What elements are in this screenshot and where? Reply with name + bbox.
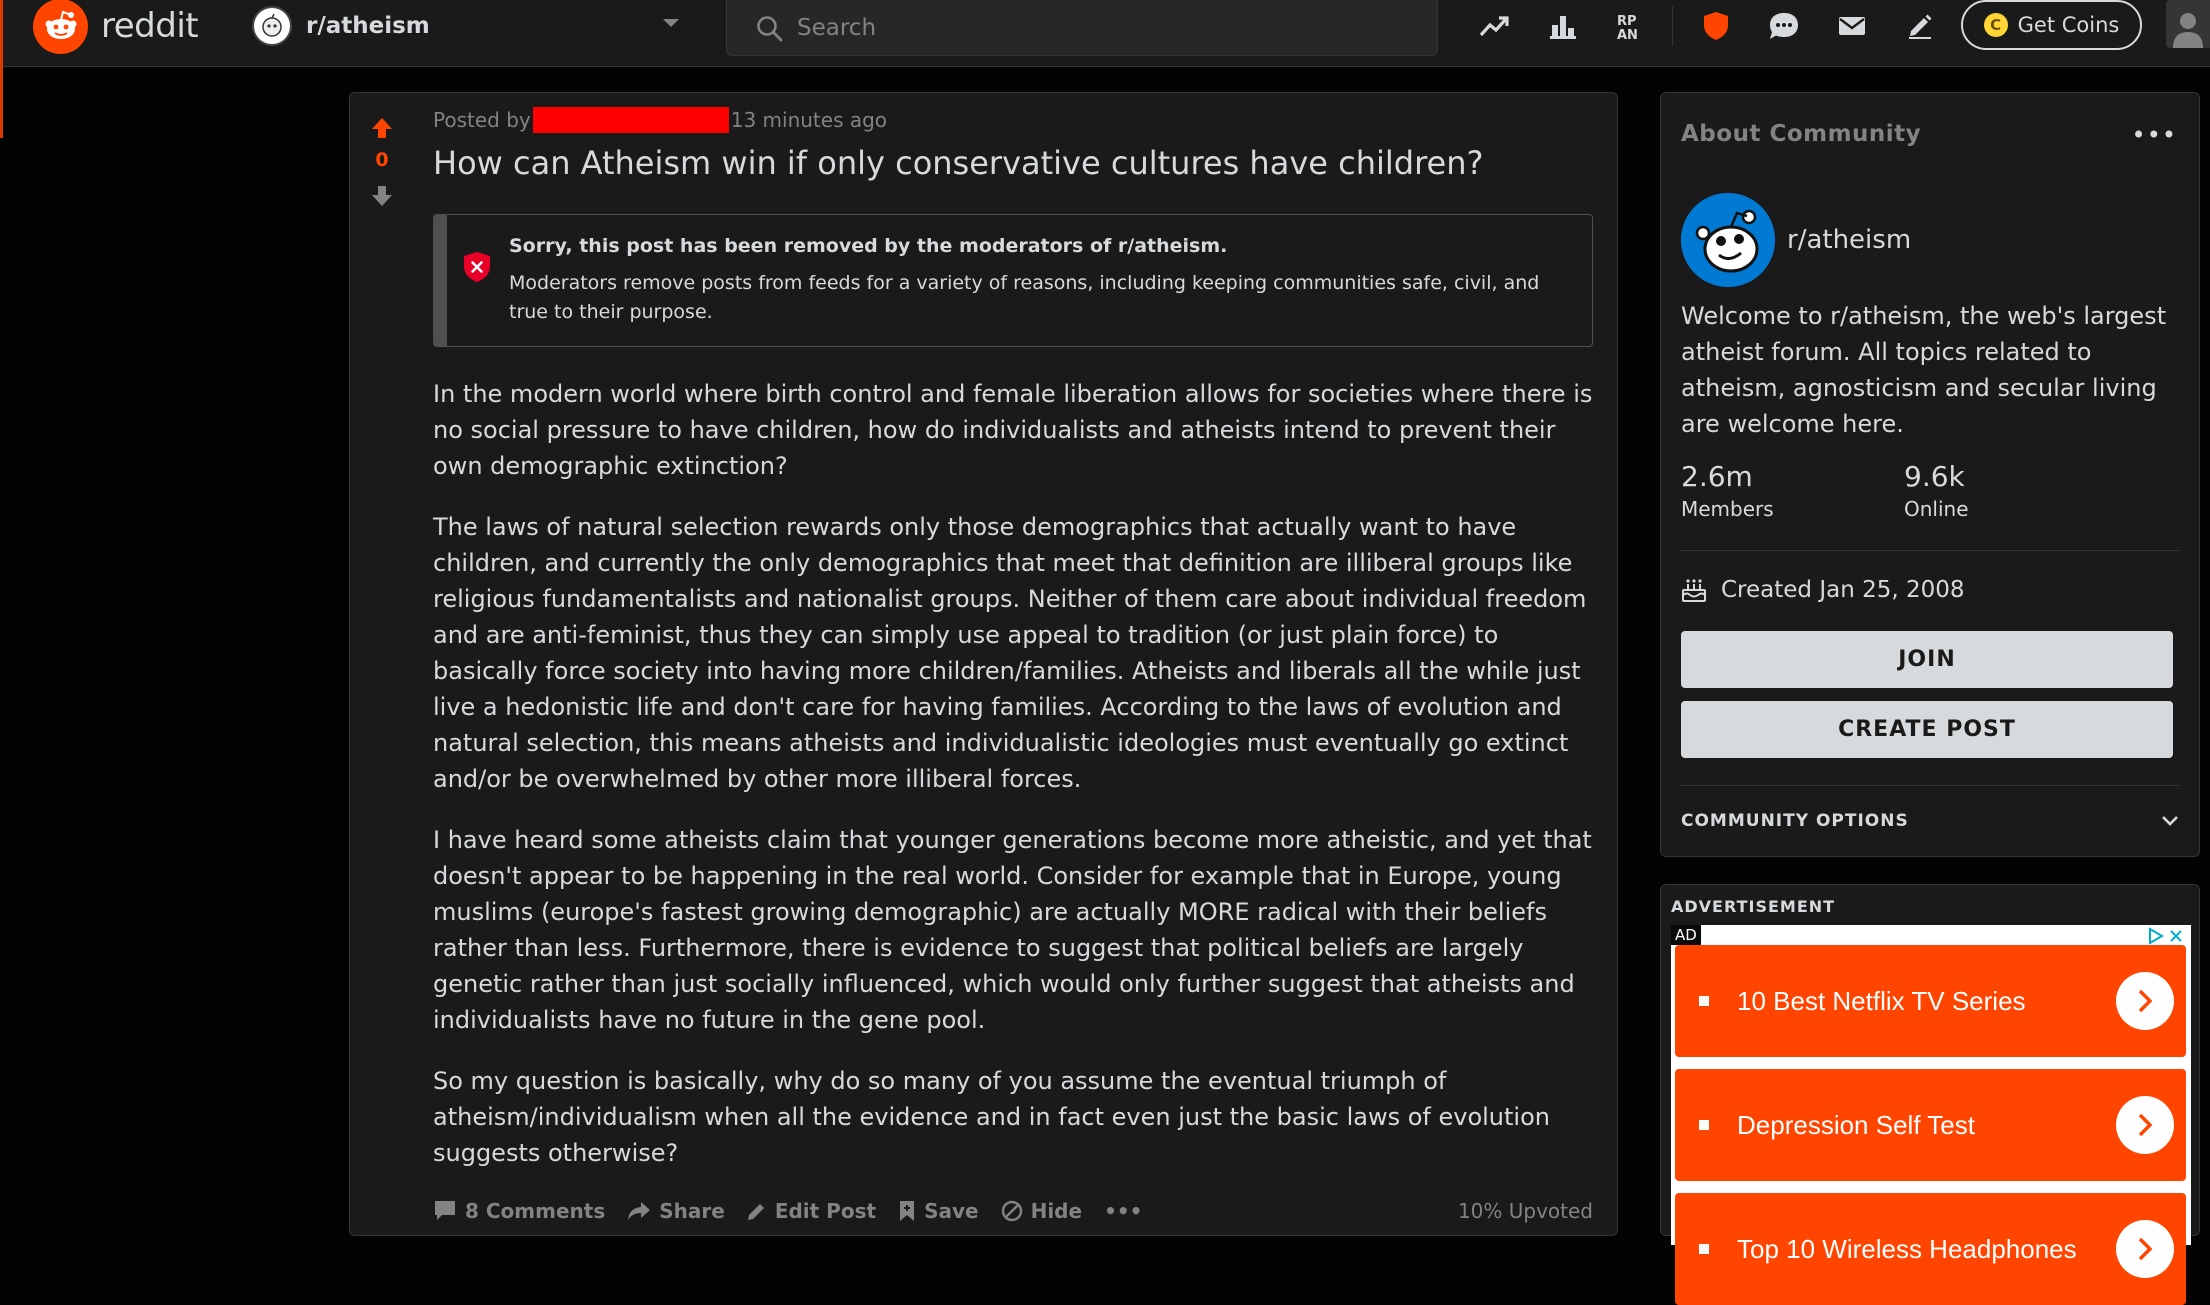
members-label: Members <box>1681 497 1774 521</box>
post-paragraph: In the modern world where birth control and female liberation allows for societies where there is no social pressure to have children, how do individualists and atheists intend to prevent their own demographic extinction? <box>433 380 1593 480</box>
svg-text:RP: RP <box>1617 14 1637 29</box>
get-coins-button[interactable] <box>1961 0 2142 50</box>
ad-item-text: Depression Self Test <box>1737 1109 1975 1140</box>
post-meta <box>433 107 887 133</box>
edit-post-label: Edit Post <box>774 1199 877 1223</box>
mail-icon[interactable] <box>1832 8 1872 44</box>
user-icon <box>2171 8 2205 48</box>
search-icon <box>755 14 783 42</box>
coin-icon: C <box>1984 13 2008 37</box>
community-name[interactable]: r/atheism <box>1787 225 1912 255</box>
more-options-button[interactable] <box>1104 1199 1142 1223</box>
removed-notice-title: Sorry, this post has been removed by the moderators of r/atheism. <box>509 235 1228 257</box>
advertisement-card <box>1660 884 2200 1264</box>
online-label: Online <box>1904 497 1969 521</box>
post-actions <box>433 1193 1593 1229</box>
edit-post-button[interactable] <box>747 1199 876 1223</box>
pencil-icon <box>747 1201 767 1221</box>
more-options-icon: ••• <box>1104 1199 1143 1223</box>
bookmark-icon <box>898 1200 916 1222</box>
share-label: Share <box>659 1199 725 1223</box>
vote-score: 0 <box>375 149 389 171</box>
chevron-right-icon <box>2116 972 2174 1030</box>
snoo-icon <box>33 0 88 54</box>
community-options-toggle[interactable] <box>1681 811 2179 831</box>
posted-by-label: Posted by <box>433 108 531 132</box>
created-date-text: Created Jan 25, 2008 <box>1721 577 1965 603</box>
post-body <box>433 376 1593 1196</box>
ad-item[interactable] <box>1675 945 2186 1057</box>
top-navbar <box>0 0 2210 67</box>
post-paragraph: The laws of natural selection rewards only those demographics that actually want to have children, and currently the only demographics that meet that definition are illiberal groups like religious fundamentalists and nationalist groups. Neither of them care about individual freedom and are anti-feminist, thus they can simply use appeal to tradition (or just plain force) to basically force society into having more children/families. Atheists and liberals all the while just live a hedonistic life and don't care for having families. According to the laws of evolution and natural selection, this means atheists and individualistic ideologies must eventually go extinct and/or be overwhelmed by other more illiberal forces. <box>433 513 1587 793</box>
removed-notice-body: Moderators remove posts from feeds for a variety of reasons, including keeping communities safe, civil, and true to their purpose. <box>509 272 1540 323</box>
ad-bullet <box>1699 996 1709 1006</box>
popular-icon[interactable] <box>1474 8 1514 44</box>
ad-frame <box>1671 925 2191 1264</box>
ad-item-text: Top 10 Wireless Headphones <box>1737 1233 2077 1264</box>
members-stat <box>1681 460 1774 521</box>
community-description: Welcome to r/atheism, the web's largest atheist forum. All topics related to atheism, agnosticism and secular living are welcome here. <box>1681 302 2167 438</box>
all-stats-icon[interactable] <box>1543 8 1583 44</box>
redacted-username <box>533 107 729 133</box>
downvote-arrow-icon <box>370 184 394 208</box>
adchoices-icon[interactable] <box>2147 927 2187 945</box>
ad-item-text: 10 Best Netflix TV Series <box>1737 985 2026 1016</box>
options-divider <box>1681 785 2179 786</box>
created-date <box>1681 577 1965 603</box>
share-icon <box>627 1201 651 1221</box>
atheism-snoo-icon <box>1681 193 1775 287</box>
create-post-pencil-icon[interactable] <box>1900 8 1940 44</box>
current-subreddit: r/atheism <box>306 13 430 39</box>
online-stat <box>1904 460 1969 521</box>
subreddit-dropdown[interactable] <box>252 4 680 48</box>
chevron-right-icon <box>2116 1220 2174 1278</box>
chevron-down-icon <box>662 17 680 29</box>
post-paragraph: I have heard some atheists claim that younger generations become more atheistic, and yet that doesn't appear to be happening in the real world. Consider for example that in Europe, young muslims (europe's fastest growing demographic) are actually MORE radical with their beliefs rather than less. Furthermore, there is evidence to suggest that political beliefs are largely genetic rather than just socially influenced, which would only further suggest that atheists and individualists have no future in the gene pool. <box>433 826 1592 1034</box>
comments-label: 8 Comments <box>465 1199 606 1223</box>
search-input[interactable] <box>797 15 1397 41</box>
comment-icon <box>433 1200 457 1222</box>
reddit-wordmark: reddit <box>101 6 199 46</box>
removed-shield-icon <box>463 251 491 283</box>
ad-bullet <box>1699 1244 1709 1254</box>
community-avatar <box>1681 193 1775 287</box>
ad-item[interactable] <box>1675 1069 2186 1181</box>
post-timestamp[interactable]: 13 minutes ago <box>730 108 888 132</box>
get-coins-label: Get Coins <box>2017 13 2120 37</box>
community-options-label: COMMUNITY OPTIONS <box>1681 811 1909 831</box>
hide-icon <box>1001 1200 1023 1222</box>
upvote-arrow-icon <box>370 116 394 140</box>
ad-item[interactable] <box>1675 1193 2186 1305</box>
chevron-down-icon <box>2161 815 2179 827</box>
hide-button[interactable] <box>1001 1199 1082 1223</box>
svg-text:AN: AN <box>1617 28 1638 43</box>
chevron-right-icon <box>2116 1096 2174 1154</box>
comments-button[interactable] <box>433 1199 605 1223</box>
join-button[interactable]: JOIN <box>1681 631 2173 688</box>
hide-label: Hide <box>1030 1199 1083 1223</box>
upvote-ratio: 10% Upvoted <box>1457 1199 1593 1223</box>
user-avatar[interactable] <box>2166 0 2210 48</box>
save-button[interactable] <box>898 1199 979 1223</box>
upvote-button[interactable] <box>369 115 395 141</box>
post-title: How can Atheism win if only conservative cultures have children? <box>433 144 1484 182</box>
left-edge-accent <box>0 0 3 138</box>
members-count: 2.6m <box>1681 460 1753 493</box>
about-community-card <box>1660 92 2200 857</box>
moderation-shield-icon[interactable] <box>1696 8 1736 44</box>
chat-icon[interactable] <box>1764 8 1804 44</box>
post-card <box>349 92 1618 1236</box>
removed-notice <box>433 214 1593 347</box>
rpan-icon[interactable] <box>1612 8 1652 44</box>
downvote-button[interactable] <box>369 183 395 209</box>
reddit-logo[interactable] <box>33 0 198 52</box>
ad-tag: AD <box>1671 925 1701 945</box>
about-divider <box>1681 550 2179 551</box>
create-post-button[interactable]: CREATE POST <box>1681 701 2173 758</box>
subreddit-icon <box>252 6 292 46</box>
cake-icon <box>1681 577 1707 603</box>
header-divider <box>1672 6 1673 46</box>
ad-bullet <box>1699 1120 1709 1130</box>
save-label: Save <box>924 1199 979 1223</box>
search-bar[interactable] <box>726 0 1438 56</box>
post-paragraph: So my question is basically, why do so many of you assume the eventual triumph of atheism/individualism when all the evidence and in fact even just the basic laws of evolution suggests otherwise? <box>433 1067 1550 1167</box>
online-count: 9.6k <box>1904 460 1965 493</box>
share-button[interactable] <box>627 1199 725 1223</box>
advertisement-label: ADVERTISEMENT <box>1671 897 1836 916</box>
about-community-title: About Community <box>1681 121 1922 147</box>
about-more-options[interactable]: ••• <box>2131 121 2177 149</box>
